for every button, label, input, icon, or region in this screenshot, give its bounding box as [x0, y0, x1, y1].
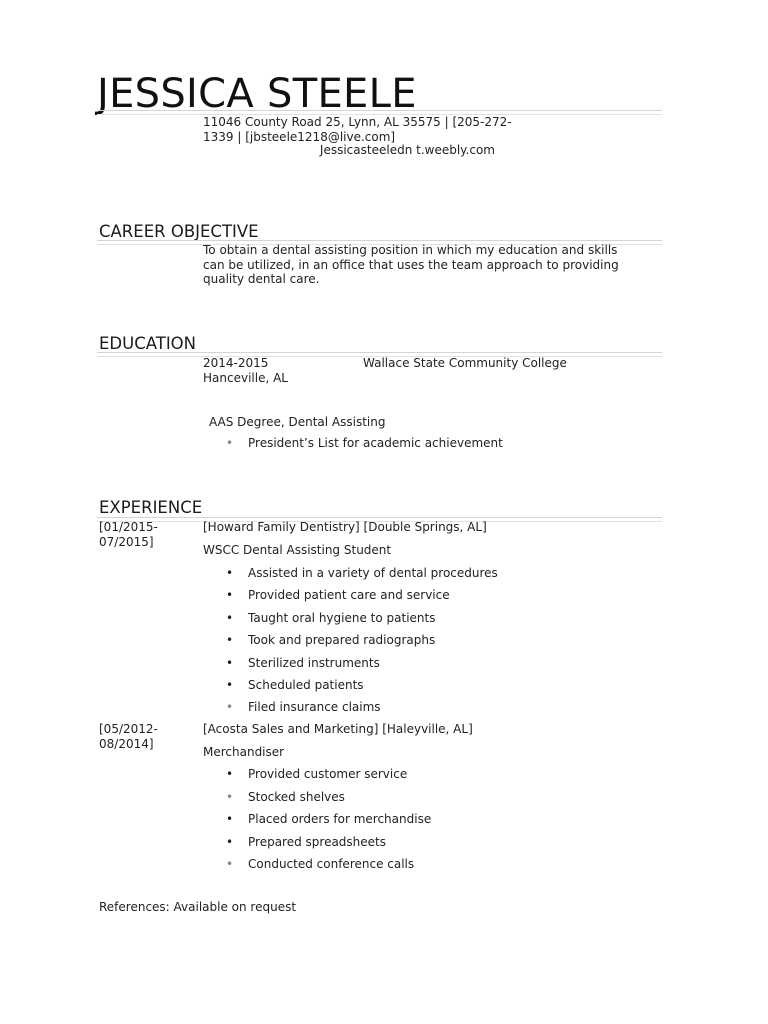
bullet-dot-icon: •: [226, 566, 234, 580]
bullet-dot-icon: •: [226, 655, 234, 670]
bullet-item: [226, 588, 450, 602]
bullet-text: Placed orders for merchandise: [248, 812, 432, 826]
bullet-dot-icon: •: [226, 633, 234, 648]
bullet-dot-icon: •: [226, 678, 234, 692]
bullet-item: [226, 857, 414, 871]
bullet-text: Sterilized instruments: [248, 655, 380, 670]
job-2-dates: [99, 722, 179, 752]
website-link[interactable]: Jessicasteeledn t.weebly.com: [319, 143, 495, 157]
bullet-item: [226, 700, 381, 714]
contact-info: 11046 County Road 25, Lynn, AL 35575 | [205-272-1339 | [jbsteele1218@live.com]: [203, 115, 512, 144]
bullet-item: [226, 566, 498, 580]
bullet-item: [226, 835, 386, 849]
job-1-employer: [Howard Family Dentistry] [Double Springs, AL]: [203, 520, 487, 534]
bullet-text: President’s List for academic achievement: [248, 436, 503, 450]
bullet-text: Taught oral hygiene to patients: [248, 610, 436, 625]
job-2-dates-end: 08/2014]: [99, 737, 154, 751]
bullet-text: Prepared spreadsheets: [248, 834, 387, 849]
education-heading: EDUCATION: [99, 334, 197, 353]
bullet-dot-icon: •: [226, 857, 234, 871]
bullet-text: Provided customer service: [248, 767, 408, 781]
education-years: 2014-2015: [203, 356, 269, 370]
experience-heading: EXPERIENCE: [99, 498, 203, 517]
job-2-employer: [Acosta Sales and Marketing] [Haleyville, AL]: [203, 722, 473, 736]
bullet-text: Conducted conference calls: [248, 857, 415, 871]
bullet-item: [226, 633, 435, 647]
bullet-text: Scheduled patients: [248, 678, 364, 692]
bullet-text: Assisted in a variety of dental procedures: [248, 566, 498, 580]
job-1-dates-start: [01/2015-: [99, 520, 158, 534]
bullet-item: [226, 767, 407, 781]
bullet-dot-icon: •: [226, 700, 234, 715]
bullet-item: [226, 436, 503, 450]
bullet-dot-icon: •: [226, 588, 234, 603]
education-degree: AAS Degree, Dental Assisting: [209, 415, 386, 429]
bullet-dot-icon: •: [226, 834, 234, 849]
bullet-dot-icon: •: [226, 610, 234, 625]
bullet-item: [226, 678, 364, 692]
bullet-item: [226, 656, 380, 670]
bullet-dot-icon: •: [226, 767, 234, 781]
bullet-dot-icon: •: [226, 436, 234, 450]
job-1-dates-end: 07/2015]: [99, 535, 154, 549]
job-2-dates-start: [05/2012-: [99, 722, 158, 736]
bullet-dot-icon: •: [226, 789, 234, 804]
education-location: Hanceville, AL: [203, 371, 288, 385]
career-objective-text: To obtain a dental assisting position in which my education and skills can be utilized, in an office that uses the team approach to providing quality dental care.: [203, 243, 619, 286]
bullet-text: Took and prepared radiographs: [248, 633, 436, 648]
job-1-title: WSCC Dental Assisting Student: [203, 543, 392, 557]
bullet-item: [226, 790, 345, 804]
resume-name: JESSICA STEELE: [97, 71, 417, 117]
education-school: Wallace State Community College: [363, 356, 567, 370]
bullet-text: Stocked shelves: [248, 789, 345, 804]
job-2-title: Merchandiser: [203, 745, 285, 759]
bullet-item: [226, 611, 435, 625]
bullet-text: Filed insurance claims: [248, 700, 381, 715]
career-objective-heading: CAREER OBJECTIVE: [99, 222, 259, 241]
bullet-dot-icon: •: [226, 812, 234, 826]
references-note: References: Available on request: [99, 900, 297, 914]
job-1-dates: [99, 520, 179, 550]
bullet-text: Provided patient care and service: [248, 588, 450, 603]
bullet-item: [226, 812, 431, 826]
